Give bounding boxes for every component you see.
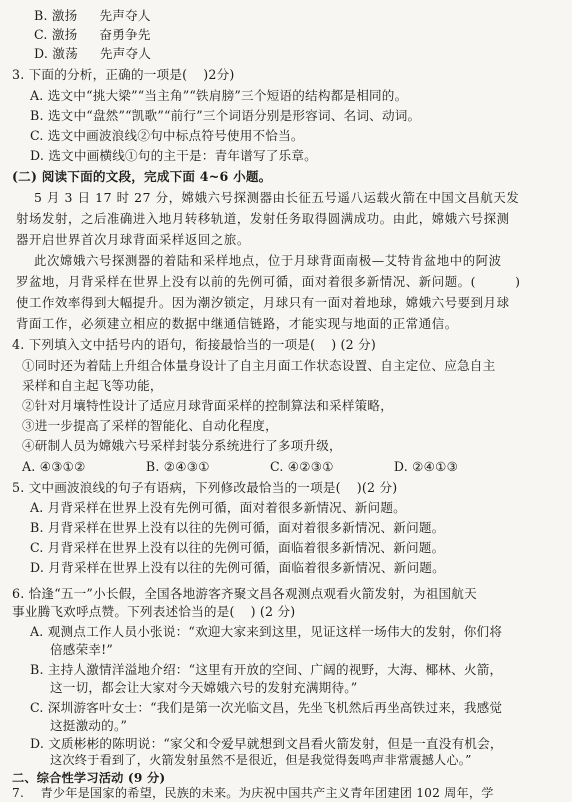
q5-option-c: C. 月背采样在世界上没有以往的先例可循，面临着很多新情况、新问题。 bbox=[30, 540, 445, 555]
passage-line: 此次嫦娥六号探测器的着陆和采样地点，位于月球背面南极—艾特肯盆地中的阿波 bbox=[34, 253, 502, 268]
passage-line: 器开启世界首次月球背面采样返回之旅。 bbox=[16, 232, 250, 247]
q4-item-1-cont: 采样和自主起飞等功能， bbox=[22, 378, 163, 393]
q6-option-b: B. 主持人激情洋溢地介绍：“这里有开放的空间、广阔的视野，大海、椰林、火箭， bbox=[30, 662, 503, 677]
prev-option-c: C. 激扬 奋勇争先 bbox=[34, 27, 151, 42]
passage-line: 背面工作，必须建立相应的数据中继通信链路，才能实现与地面的正常通信。 bbox=[16, 316, 458, 331]
q3-option-b: B. 选文中“盘然”“凯歌”“前行”三个词语分别是形容词、名词、动词。 bbox=[30, 108, 421, 123]
q4-item-1: ①同时还为着陆上升组合体量身设计了自主月面工作状态设置、自主定位、应急自主 bbox=[22, 358, 496, 373]
q6-option-a: A. 观测点工作人员小张说：“欢迎大家来到这里，见证这样一场伟大的发射，你们将 bbox=[30, 624, 503, 639]
q5-option-d: D. 月背采样在世界上没有以往的先例可循，面临着很多新情况、新问题。 bbox=[30, 560, 445, 575]
q6-option-d: D. 文质彬彬的陈明说：“家父和令爱早就想到文昌看火箭发射，但是一直没有机会， bbox=[30, 736, 503, 751]
q4-stem: 4. 下列填入文中括号内的语句，衔接最恰当的一项是( ) (2 分) bbox=[12, 337, 376, 352]
q4-item-3: ③进一步提高了采样的智能化、自动化程度， bbox=[22, 418, 278, 433]
q7-line-1: 7. 青少年是国家的希望，民族的未来。为庆祝中国共产主义青年团建团 102 周年，学 bbox=[12, 786, 494, 800]
q4-option-c: C. ④②③① bbox=[269, 459, 334, 474]
passage-line: 射场发射，之后准确进入地月转移轨道，发射任务取得圆满成功。由此，嫦娥六号探测 bbox=[16, 211, 510, 226]
q4-item-4: ④研制人员为嫦娥六号采样封装分系统进行了多项升级， bbox=[22, 438, 342, 453]
q6-option-b-cont: 这一切，都会让大家对今天嫦娥六号的发射充满期待。” bbox=[50, 680, 358, 695]
q6-option-c: C. 深圳游客叶女士：“我们是第一次光临文昌，先坐飞机然后再坐高铁过来，我感觉 bbox=[30, 700, 503, 715]
q6-option-c-cont: 这挺激动的。” bbox=[50, 718, 128, 733]
q6-stem-cont: 事业腾飞欢呼点赞。下列表述恰当的是( ) (2 分) bbox=[12, 604, 296, 619]
q5-option-a: A. 月背采样在世界上没有先例可循，面对着很多新情况、新问题。 bbox=[30, 500, 406, 515]
prev-option-b: B. 激扬 先声夺人 bbox=[34, 8, 151, 23]
q4-item-2: ②针对月壤特性设计了适应月球背面采样的控制算法和采样策略， bbox=[22, 398, 394, 413]
q3-option-d: D. 选文中画横线①句的主干是：青年谱写了乐章。 bbox=[30, 148, 317, 163]
q6-option-d-cont-visible: 这次终于看到了，火箭发射虽然不是很近，但是我觉得轰鸣声非常震撼人心。” bbox=[50, 753, 472, 767]
q5-stem: 5. 文中画波浪线的句子有语病，下列修改最恰当的一项是( )(2 分) bbox=[12, 480, 398, 495]
q4-option-d: D. ②④①③ bbox=[393, 459, 459, 474]
passage-line: 使工作效率得到大幅提升。因为潮汐锁定，月球只有一面对着地球，嫦娥六号要到月球 bbox=[16, 295, 510, 310]
q3-stem: 3. 下面的分析，正确的一项是( )2分) bbox=[12, 67, 235, 82]
q3-option-a: A. 选文中“挑大梁”“当主角”“铁肩膀”三个短语的结构都是相同的。 bbox=[30, 88, 408, 103]
q4-option-a: A. ④③①② bbox=[22, 459, 86, 474]
q5-option-b: B. 月背采样在世界上没有以往的先例可循，面对着很多新情况、新问题。 bbox=[30, 520, 445, 535]
prev-option-d: D. 激荡 先声夺人 bbox=[34, 46, 152, 61]
section-reading-heading: (二) 阅读下面的文段，完成下面 4~6 小题。 bbox=[12, 169, 272, 184]
q4-option-b: B. ②④③① bbox=[145, 459, 210, 474]
q6-stem: 6. 恰逢“五一”小长假，全国各地游客齐聚文昌各观测点观看火箭发射，为祖国航天 bbox=[12, 586, 477, 601]
q4-options bbox=[22, 459, 458, 475]
passage-line: 罗盆地，月背采样在世界上没有以前的先例可循，面对着很多新情况、新问题。( ) bbox=[16, 274, 521, 289]
q6-option-a-cont: 倍感荣幸!” bbox=[50, 642, 114, 657]
q3-option-c: C. 选文中画波浪线②句中标点符号使用不恰当。 bbox=[30, 128, 304, 143]
section-comprehensive-heading: 二、综合性学习活动 (9 分) bbox=[12, 771, 166, 785]
passage-line: 5 月 3 日 17 时 27 分，嫦娥六号探测器由长征五号遥八运载火箭在中国文昌航天发 bbox=[34, 190, 520, 205]
